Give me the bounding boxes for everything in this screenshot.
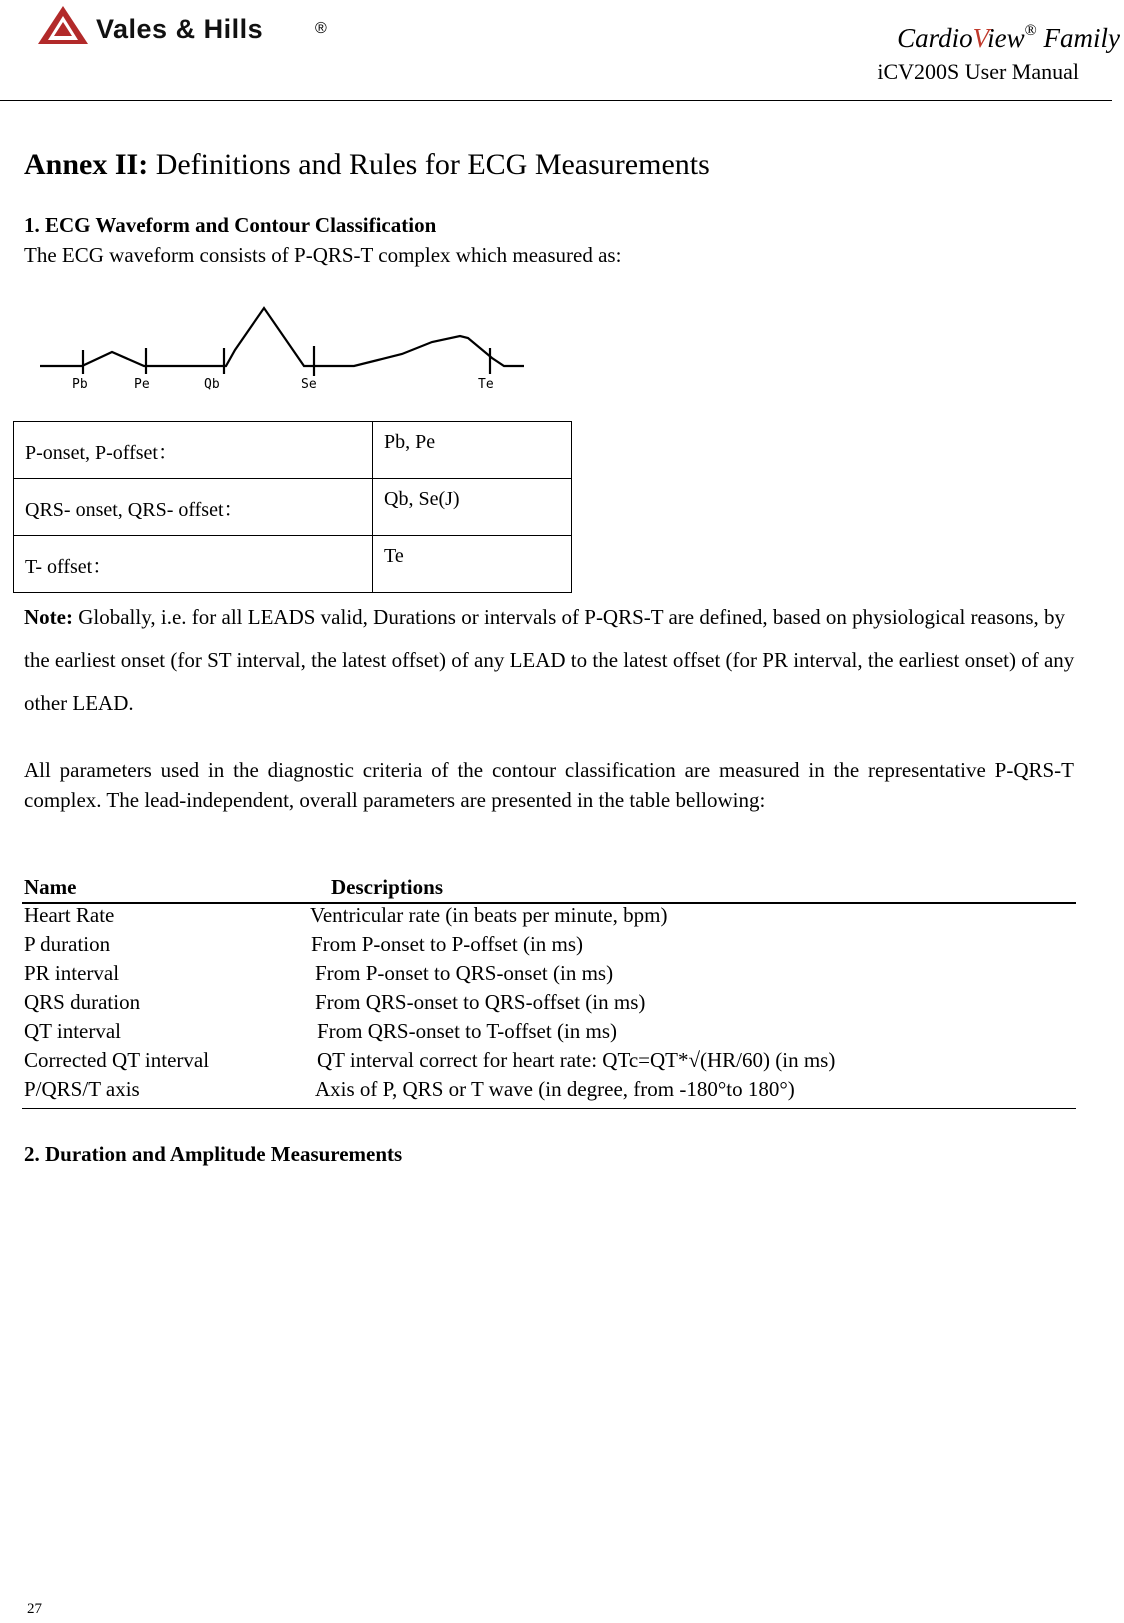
param-description: From P-onset to P-offset (in ms) bbox=[311, 932, 584, 956]
note-paragraph: Note: Globally, i.e. for all LEADS valid, Durations or intervals of P-QRS-T are defined, based on physiological reasons, by the earliest onset (for ST interval, the latest offset) of any LEAD to the latest offset (for PR interval, the earliest onset) of any other LEAD. bbox=[24, 605, 1075, 715]
param-description: From P-onset to QRS-onset (in ms) bbox=[315, 961, 614, 985]
point-symbol: Qb, Se(J) bbox=[373, 479, 572, 536]
param-name: PR interval bbox=[24, 961, 120, 985]
ecg-waveform-diagram bbox=[30, 300, 550, 400]
product-brand: CardioView® Family bbox=[897, 22, 1120, 53]
annex-title: Annex II: Definitions and Rules for ECG Measurements bbox=[24, 148, 710, 181]
point-name: QRS- onset, QRS- offset： bbox=[14, 479, 373, 536]
section-1-heading: 1. ECG Waveform and Contour Classification bbox=[24, 213, 437, 237]
label-pe: Pe bbox=[134, 377, 150, 392]
table-row bbox=[0, 990, 1124, 1019]
param-name: QRS duration bbox=[24, 990, 141, 1014]
company-name: Vales & Hills bbox=[96, 14, 264, 44]
ecg-trace bbox=[40, 308, 524, 366]
page-number: 27 bbox=[27, 1601, 42, 1617]
company-logo-icon bbox=[36, 4, 90, 51]
param-name: P duration bbox=[24, 932, 111, 956]
brand-v-letter: V bbox=[972, 23, 988, 53]
parameters-paragraph: All parameters used in the diagnostic criteria of the contour classification are measured in the representative P-QRS-T complex. The lead-independent, overall parameters are presented in the table bellowing: bbox=[24, 758, 1074, 812]
param-description: Axis of P, QRS or T wave (in degree, from -180°to 180°) bbox=[315, 1077, 795, 1101]
section-1-intro: The ECG waveform consists of P-QRS-T complex which measured as: bbox=[24, 243, 622, 267]
table-row bbox=[14, 479, 572, 536]
point-symbol: Te bbox=[373, 536, 572, 593]
column-header-descriptions: Descriptions bbox=[331, 875, 443, 899]
param-name: Corrected QT interval bbox=[24, 1048, 210, 1072]
ecg-points-table bbox=[13, 421, 572, 593]
note-label: Note: bbox=[24, 605, 73, 629]
point-name: P-onset, P-offset： bbox=[14, 422, 373, 479]
table-bottom-rule bbox=[22, 1108, 1076, 1109]
label-te: Te bbox=[478, 377, 494, 392]
column-header-name: Name bbox=[24, 875, 77, 899]
table-row bbox=[0, 1019, 1124, 1048]
label-se: Se bbox=[301, 377, 317, 392]
label-qb: Qb bbox=[204, 377, 220, 392]
table-row bbox=[14, 536, 572, 593]
point-symbol: Pb, Pe bbox=[373, 422, 572, 479]
table-row bbox=[0, 932, 1124, 961]
table-row bbox=[0, 903, 1124, 932]
param-name: QT interval bbox=[24, 1019, 122, 1043]
document-title: iCV200S User Manual bbox=[877, 59, 1079, 84]
table-row bbox=[0, 1077, 1124, 1106]
section-2-heading: 2. Duration and Amplitude Measurements bbox=[24, 1142, 403, 1166]
param-name: P/QRS/T axis bbox=[24, 1077, 140, 1101]
param-description: From QRS-onset to T-offset (in ms) bbox=[317, 1019, 618, 1043]
table-row bbox=[0, 961, 1124, 990]
table-row bbox=[14, 422, 572, 479]
param-description: From QRS-onset to QRS-offset (in ms) bbox=[315, 990, 646, 1014]
param-description: Ventricular rate (in beats per minute, bpm) bbox=[310, 903, 668, 927]
header-divider bbox=[0, 100, 1112, 101]
label-pb: Pb bbox=[72, 377, 88, 392]
param-description: QT interval correct for heart rate: QTc=QT*√(HR/60) (in ms) bbox=[317, 1048, 836, 1072]
point-name: T- offset： bbox=[14, 536, 373, 593]
table-row bbox=[0, 1048, 1124, 1077]
param-name: Heart Rate bbox=[24, 903, 115, 927]
registered-mark: ® bbox=[315, 20, 327, 37]
